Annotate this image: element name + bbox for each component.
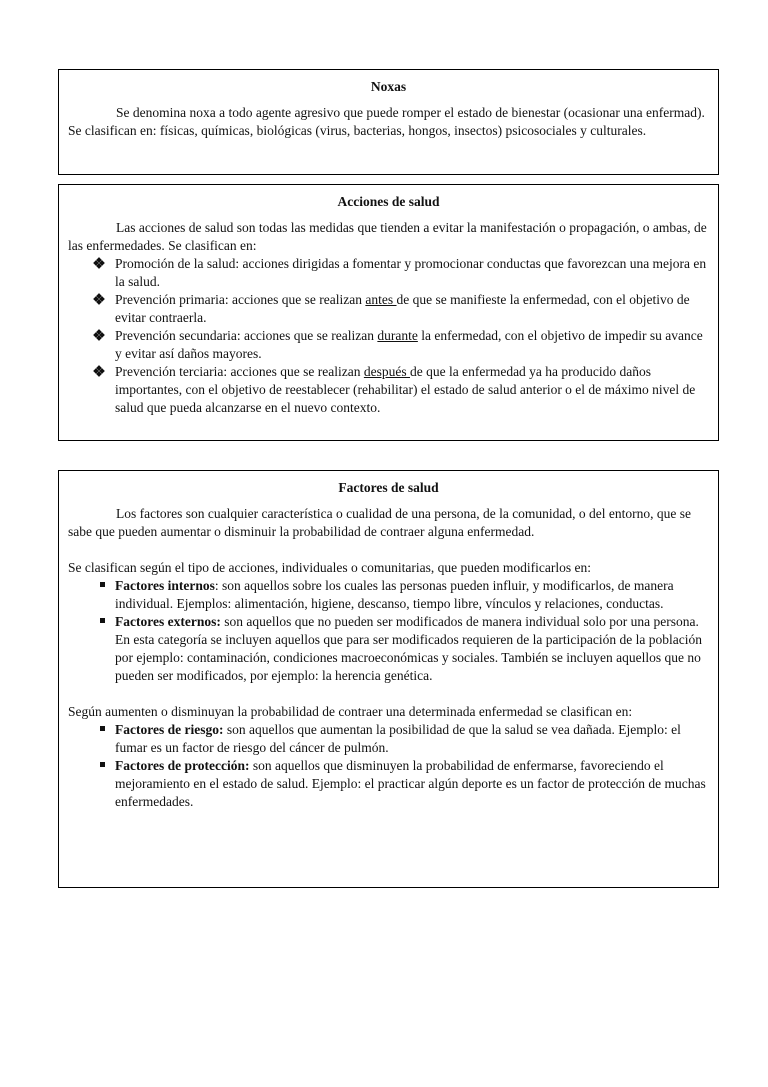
acciones-item-after: de que la enfermedad ya ha producido daños importantes, con el objetivo de reestablecer (rehabilitar) el estado de salud anterior o el de máximo nivel de salud que pueda alcanzarse en el nuevo contexto. [115, 364, 696, 415]
diamond-bullet-icon [94, 363, 110, 381]
acciones-item-after: de que se manifieste la enfermedad, con el objetivo de evitar contraerla. [115, 292, 690, 325]
factores-item-externos [68, 613, 709, 685]
factores-item-rest: son aquellos que aumentan la posibilidad de que la salud se vea dañada. Ejemplo: el fumar es un factor de riesgo del cáncer de pulmón. [115, 722, 681, 755]
acciones-item-primaria [68, 291, 709, 327]
factores-title: Factores de salud [338, 480, 439, 495]
acciones-item-after: la enfermedad, con el objetivo de impedir su avance y evitar así daños mayores. [115, 328, 703, 361]
square-bullet-icon [94, 721, 110, 739]
factores-item-internos [68, 577, 709, 613]
noxas-box [58, 69, 719, 175]
factores-item-term: Factores internos [115, 578, 215, 593]
square-bullet-icon [94, 613, 110, 631]
factores-list-2 [68, 721, 709, 811]
factores-list-1 [68, 577, 709, 685]
factores-item-proteccion [68, 757, 709, 811]
factores-item-term: Factores de protección: [115, 758, 250, 773]
factores-intro: Los factores son cualquier característica o cualidad de una persona, de la comunidad, o del entorno, que se sabe que pueden aumentar o disminuir la probabilidad de contraer alguna enfermedad. [68, 506, 692, 539]
noxas-title: Noxas [370, 79, 407, 94]
factores-item-rest: son aquellos que disminuyen la probabilidad de enfermarse, favoreciendo el mejoramiento en el estado de salud. Ejemplo: el practicar algún deporte es un factor de protección de muchas enfermedades. [115, 758, 706, 809]
factores-item-rest: : son aquellos sobre los cuales las personas pueden influir, y modificarlos, de manera individual. Ejemplos: alimentación, higiene, descanso, tiempo libre, vínculos y relaciones, conductas. [115, 578, 674, 611]
factores-item-rest: son aquellos que no pueden ser modificados de manera individual solo por una persona. En esta categoría se incluyen aquellos que para ser modificados requieren de la participación de la población por ejemplo: contaminación, condiciones macroeconómicas y sociales. También se incluyen aquellos que no pueden ser modificados, por ejemplo: la herencia genética. [115, 614, 703, 683]
acciones-item-secundaria [68, 327, 709, 363]
acciones-item-before: Prevención secundaria: acciones que se realizan [115, 328, 378, 343]
diamond-bullet-icon [94, 255, 110, 273]
acciones-item-underlined: durante [377, 328, 418, 343]
noxas-paragraph: Se denomina noxa a todo agente agresivo que puede romper el estado de bienestar (ocasionar una enfermad). Se clasifican en: físicas, químicas, biológicas (virus, bacterias, hongos, insectos) psicosociales y culturales. [68, 105, 705, 138]
acciones-item-terciaria [68, 363, 709, 417]
factores-item-term: Factores externos: [115, 614, 221, 629]
acciones-item-before: Prevención terciaria: acciones que se realizan [115, 364, 364, 379]
acciones-title: Acciones de salud [337, 194, 440, 209]
acciones-box [58, 184, 719, 441]
factores-box [58, 470, 719, 888]
acciones-list [68, 255, 709, 417]
acciones-item-before: Prevención primaria: acciones que se realizan [115, 292, 366, 307]
acciones-item-promocion [68, 255, 709, 291]
square-bullet-icon [94, 757, 110, 775]
acciones-item-text: Promoción de la salud: acciones dirigidas a fomentar y promocionar conductas que favorezcan una mejora en la salud. [115, 256, 707, 289]
diamond-bullet-icon [94, 327, 110, 345]
diamond-bullet-icon [94, 291, 110, 309]
factores-clasificacion-1: Se clasifican según el tipo de acciones, individuales o comunitarias, que pueden modificarlos en: [68, 560, 591, 575]
acciones-intro: Las acciones de salud son todas las medidas que tienden a evitar la manifestación o propagación, o ambas, de las enfermedades. Se clasifican en: [68, 220, 707, 253]
factores-clasificacion-2: Según aumenten o disminuyan la probabilidad de contraer una determinada enfermedad se clasifican en: [68, 704, 633, 719]
factores-item-riesgo [68, 721, 709, 757]
acciones-item-underlined: antes [365, 292, 397, 307]
factores-item-term: Factores de riesgo: [115, 722, 224, 737]
acciones-item-underlined: después [363, 364, 410, 379]
square-bullet-icon [94, 577, 110, 595]
